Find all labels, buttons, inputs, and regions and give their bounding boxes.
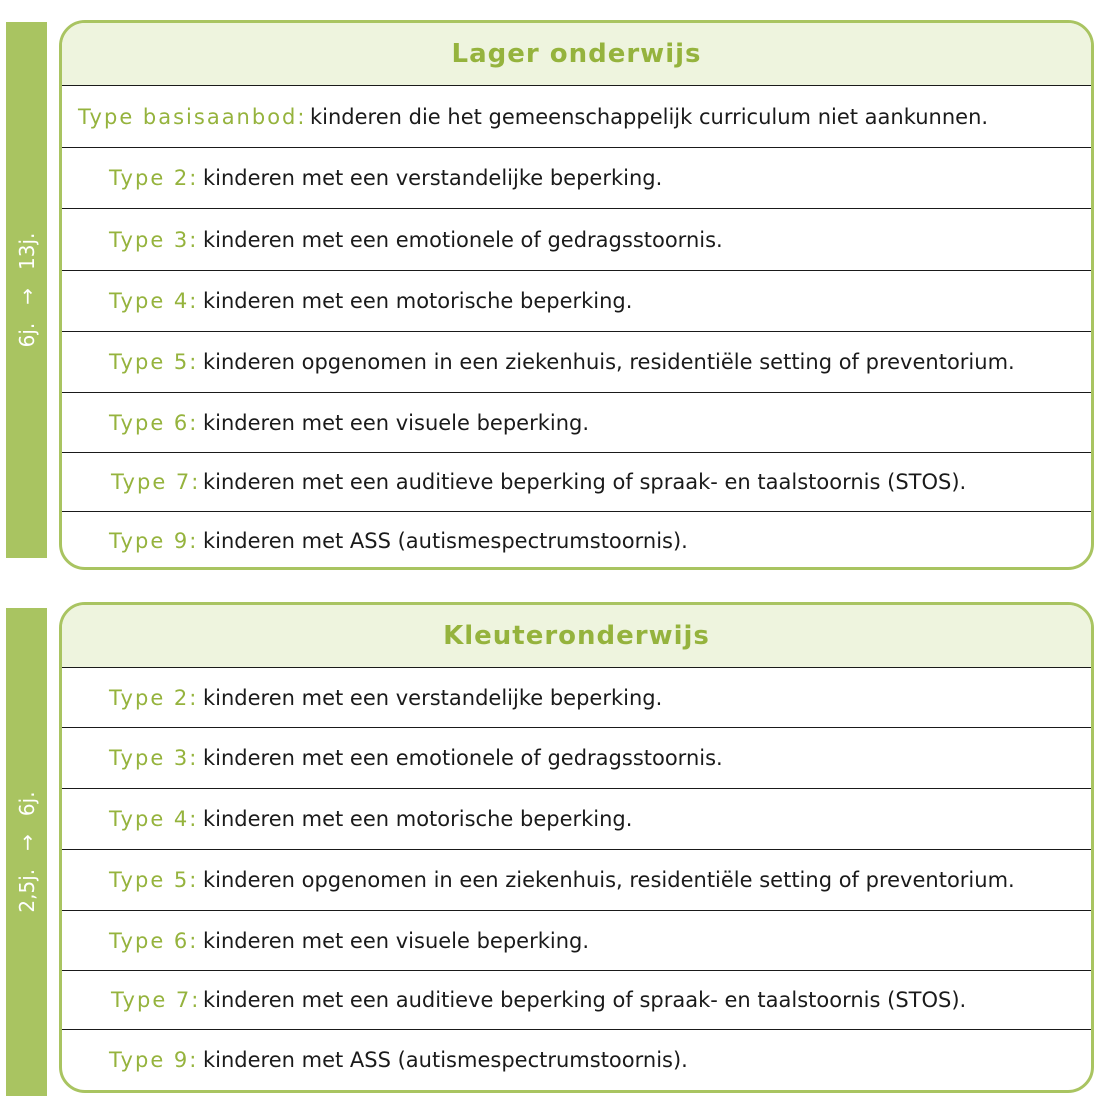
type-description: kinderen met ASS (autismespectrumstoornis). bbox=[203, 1048, 688, 1072]
list-item bbox=[62, 727, 1091, 788]
age-range-lager bbox=[15, 233, 39, 348]
list-item bbox=[62, 452, 1091, 511]
type-description: kinderen met een motorische beperking. bbox=[203, 289, 633, 313]
panel-lager-onderwijs bbox=[59, 20, 1094, 570]
list-item bbox=[62, 331, 1091, 392]
list-item bbox=[62, 208, 1091, 270]
age-to: 13j. bbox=[14, 232, 39, 270]
list-item bbox=[62, 511, 1091, 569]
type-label: Type 7: bbox=[111, 470, 201, 494]
type-description: kinderen met een auditieve beperking of spraak- en taalstoornis (STOS). bbox=[203, 470, 967, 494]
type-description: kinderen met een motorische beperking. bbox=[203, 807, 633, 831]
type-label: Type 9: bbox=[109, 528, 199, 553]
list-item bbox=[62, 85, 1091, 147]
list-item bbox=[62, 788, 1091, 849]
age-range-kleuter bbox=[15, 791, 39, 912]
type-description: kinderen opgenomen in een ziekenhuis, residentiële setting of preventorium. bbox=[203, 868, 1015, 892]
age-from: 6j. bbox=[14, 322, 39, 348]
age-bar-kleuter bbox=[6, 608, 47, 1096]
type-description: kinderen met ASS (autismespectrumstoornis). bbox=[203, 528, 688, 553]
type-description: kinderen met een emotionele of gedragsstoornis. bbox=[203, 746, 723, 770]
list-item bbox=[62, 1029, 1091, 1090]
type-description: kinderen die het gemeenschappelijk curriculum niet aankunnen. bbox=[310, 104, 989, 129]
list-item bbox=[62, 667, 1091, 727]
type-label: Type 5: bbox=[109, 350, 199, 374]
list-item bbox=[62, 392, 1091, 452]
panel-title: Kleuteronderwijs bbox=[62, 605, 1091, 667]
type-label: Type basisaanbod: bbox=[78, 104, 307, 129]
age-to: 6j. bbox=[14, 791, 39, 817]
type-label: Type 4: bbox=[109, 807, 199, 831]
age-bar-lager bbox=[6, 22, 47, 558]
type-description: kinderen met een verstandelijke beperking. bbox=[203, 685, 663, 710]
type-description: kinderen met een visuele beperking. bbox=[203, 928, 590, 953]
type-label: Type 2: bbox=[109, 685, 199, 710]
type-description: kinderen met een emotionele of gedragsstoornis. bbox=[203, 227, 723, 252]
type-label: Type 9: bbox=[109, 1048, 199, 1072]
type-description: kinderen met een auditieve beperking of spraak- en taalstoornis (STOS). bbox=[203, 988, 967, 1012]
type-label: Type 3: bbox=[109, 227, 199, 252]
type-label: Type 5: bbox=[109, 868, 199, 892]
type-label: Type 7: bbox=[111, 988, 201, 1012]
panel-title: Lager onderwijs bbox=[62, 23, 1091, 85]
list-item bbox=[62, 147, 1091, 208]
list-item bbox=[62, 910, 1091, 970]
type-description: kinderen met een verstandelijke beperking. bbox=[203, 166, 663, 190]
type-description: kinderen met een visuele beperking. bbox=[203, 410, 590, 435]
age-from: 2,5j. bbox=[14, 868, 39, 913]
list-item bbox=[62, 270, 1091, 331]
list-item bbox=[62, 849, 1091, 910]
type-label: Type 6: bbox=[109, 928, 199, 953]
type-label: Type 2: bbox=[109, 166, 199, 190]
arrow-right-icon: → bbox=[14, 834, 39, 851]
list-item bbox=[62, 970, 1091, 1029]
type-label: Type 6: bbox=[109, 410, 199, 435]
type-label: Type 4: bbox=[109, 289, 199, 313]
panel-kleuteronderwijs bbox=[59, 602, 1094, 1093]
type-description: kinderen opgenomen in een ziekenhuis, residentiële setting of preventorium. bbox=[203, 350, 1015, 374]
type-label: Type 3: bbox=[109, 746, 199, 770]
arrow-right-icon: → bbox=[14, 287, 39, 305]
